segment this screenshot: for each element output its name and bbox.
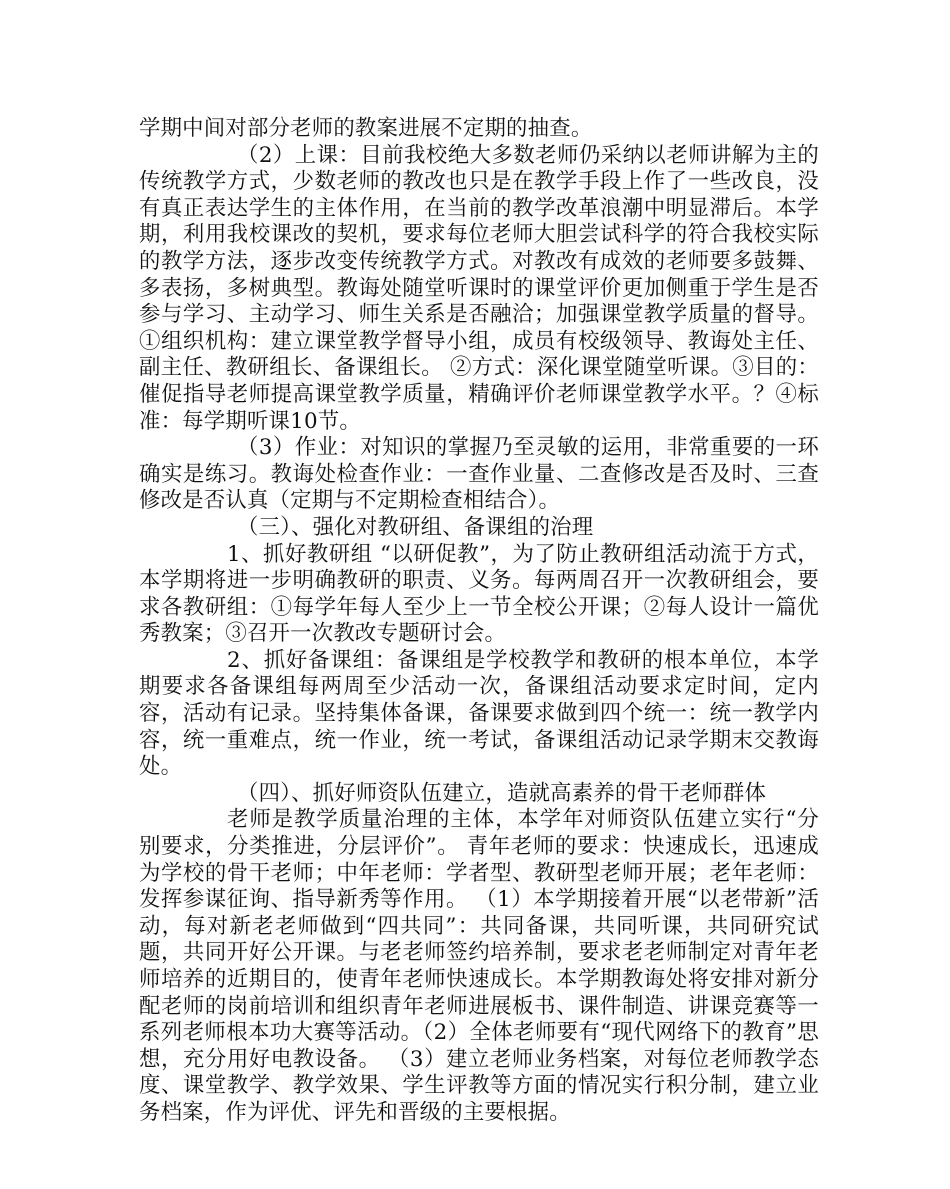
paragraph-homework: （3）作业：对知识的掌握乃至灵敏的运用，非常重要的一环确实是练习。教诲处检查作业：一查作业量、二查修改是否及时、三查修改是否认真（定期与不定期检查相结合）。 <box>139 435 819 514</box>
paragraph-lesson-prep-group: 2、抓好备课组：备课组是学校教学和教研的根本单位，本学期要求各备课组每两周至少活动一次，备课组活动要求定时间，定内容，活动有记录。坚持集体备课，备课要求做到四个统一：统一教学内容，统一重难点，统一作业，统一考试，备课组活动记录学期末交教诲处。 <box>139 647 819 780</box>
paragraph-research-group: 1、抓好教研组 “以研促教”，为了防止教研组活动流于方式，本学期将进一步明确教研的职责、义务。每两周召开一次教研组会，要求各教研组：①每学年每人至少上一节全校公开课；②每人设计一篇优秀教案；③召开一次教改专题研讨会。 <box>139 541 819 647</box>
section-heading-3: （三）、强化对教研组、备课组的治理 <box>237 514 594 540</box>
paragraph-teacher-team: 老师是教学质量治理的主体，本学年对师资队伍建立实行“分别要求，分类推进，分层评价”。 青年老师的要求：快速成长，迅速成为学校的骨干老师；中年老师：学者型、教研型老师开展；老年老师：发挥参谋征询、指导新秀等作用。 （1）本学期接着开展“以老带新”活动，每对新老老师做到“四共同”：共同备课，共同听课，共同研究试题，共同开好公开课。与老老师签约培养制，要求老老师制定对青年老师培养的近期目的，使青年老师快速成长。本学期教诲处将安排对新分配老师的岗前培训和组织青年老师进展板书、课件制造、讲课竞赛等一系列老师根本功大赛等活动。（2）全体老师要有“现代网络下的教育”思想，充分用好电教设备。 （3）建立老师业务档案，对每位老师教学态度、课堂教学、教学效果、学生评教等方面的情况实行积分制，建立业务档案，作为评优、评先和晋级的主要根据。 <box>139 807 819 1125</box>
document-body <box>139 116 819 1127</box>
section-heading-4: （四）、抓好师资队伍建立，造就高素养的骨干老师群体 <box>237 780 767 806</box>
paragraph-lessons: （2）上课：目前我校绝大多数老师仍采纳以老师讲解为主的传统教学方式，少数老师的教改也只是在教学手段上作了一些改良，没有真正表达学生的主体作用，在当前的教学改革浪潮中明显滞后。本学期，利用我校课改的契机，要求每位老师大胆尝试科学的符合我校实际的教学方法，逐步改变传统教学方式。对教改有成效的老师要多鼓舞、多表扬，多树典型。教诲处随堂听课时的课堂评价更加侧重于学生是否参与学习、主动学习、师生关系是否融洽；加强课堂教学质量的督导。 ①组织机构：建立课堂教学督导小组，成员有校级领导、教诲处主任、副主任、教研组长、备课组长。 ②方式：深化课堂随堂听课。③目的：催促指导老师提高课堂教学质量，精确评价老师课堂教学水平。？④标准：每学期听课10节。 <box>139 142 819 434</box>
paragraph-lesson-plan-check: 学期中间对部分老师的教案进展不定期的抽查。 <box>139 116 593 141</box>
